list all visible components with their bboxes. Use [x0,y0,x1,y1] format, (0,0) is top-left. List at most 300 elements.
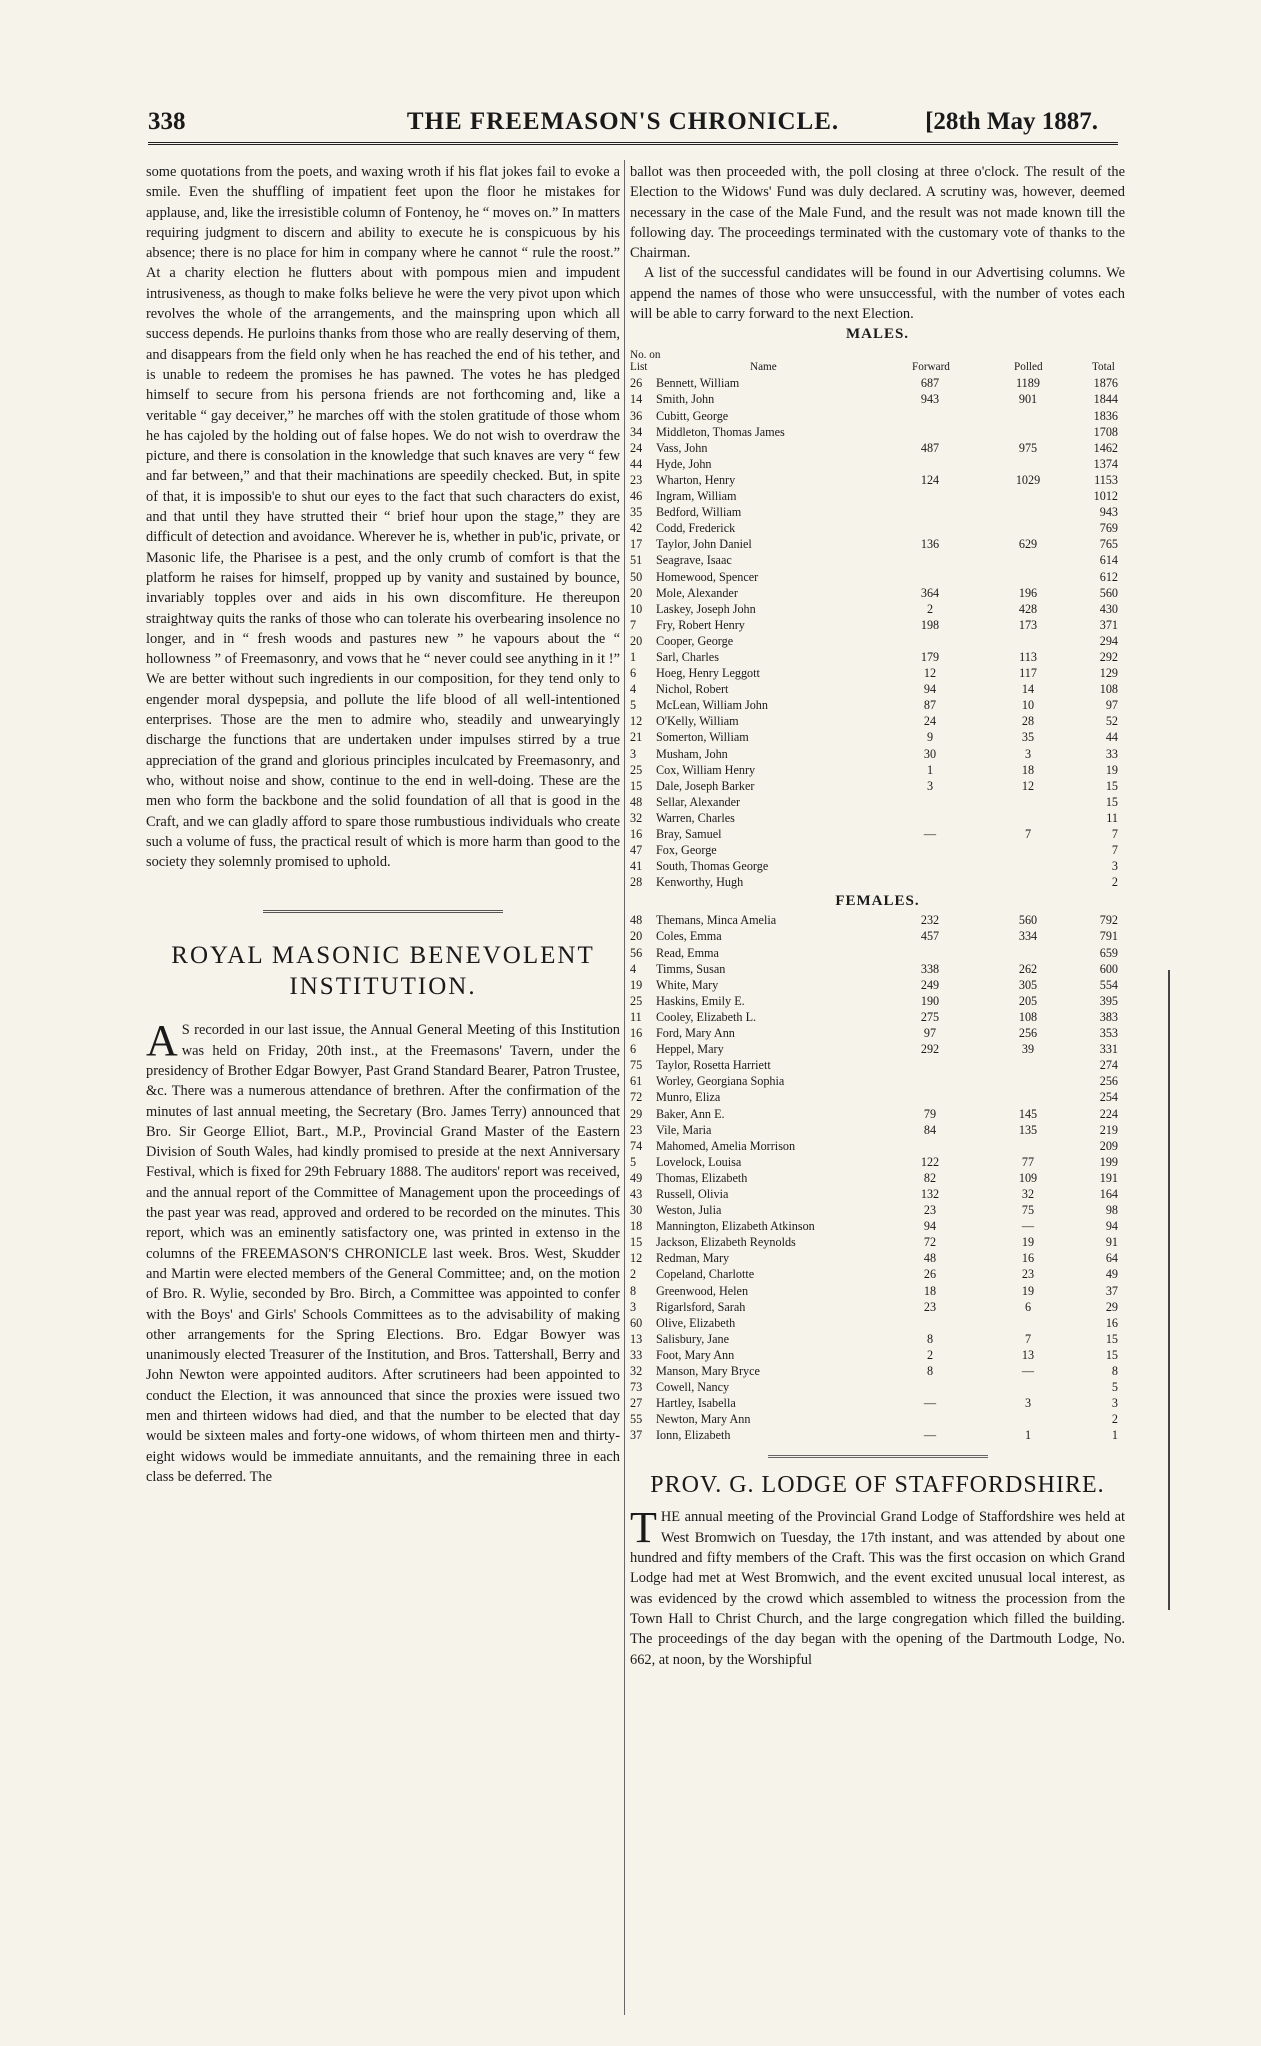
section-separator [263,910,503,914]
candidate-name: Rigarlsford, Sarah [656,1299,746,1314]
table-row [630,993,1125,1009]
forward-votes: 12 [923,666,937,681]
list-number: 46 [630,489,643,504]
candidate-name: Olive, Elizabeth [656,1315,736,1330]
table-row [630,977,1125,993]
list-number: 23 [630,472,643,487]
table-row [630,778,1125,794]
candidate-name: McLean, William John [656,698,768,713]
polled-votes: 77 [1021,1154,1035,1169]
list-number: 74 [630,1138,643,1153]
list-number: 60 [630,1315,643,1330]
list-number: 20 [630,633,643,648]
total-votes: 15 [1105,1347,1118,1362]
table-row [630,1138,1125,1154]
table-row [630,1073,1125,1089]
table-row [630,504,1125,520]
table-row [630,569,1125,585]
total-votes: 765 [1099,537,1118,552]
polled-votes: 75 [1021,1203,1035,1218]
list-number: 73 [630,1380,643,1395]
candidate-name: Ford, Mary Ann [656,1026,735,1041]
polled-votes: 560 [1018,913,1038,928]
forward-votes: 179 [920,649,940,664]
total-votes: 64 [1105,1251,1118,1266]
candidate-name: South, Thomas George [656,859,769,874]
polled-votes: 6 [1024,1299,1032,1314]
table-row [630,1218,1125,1234]
table-row [630,794,1125,810]
list-number: 25 [630,762,643,777]
total-votes: 791 [1099,929,1118,944]
header-polled: Polled [1014,361,1043,374]
list-number: 8 [630,1283,637,1298]
candidate-name: Copeland, Charlotte [656,1267,755,1282]
total-votes: 430 [1099,601,1118,616]
total-votes: 1876 [1093,376,1118,391]
total-votes: 11 [1106,810,1118,825]
margin-line [1168,970,1170,1610]
header-name: Name [750,361,777,374]
polled-votes: 108 [1018,1009,1038,1024]
polled-votes: 262 [1018,961,1038,976]
candidate-name: Sarl, Charles [656,649,719,664]
list-number: 32 [630,810,643,825]
list-number: 56 [630,945,643,960]
total-votes: 659 [1099,945,1118,960]
polled-votes: 10 [1021,698,1035,713]
list-number: 37 [630,1428,643,1443]
column-divider [624,160,625,2015]
list-number: 36 [630,408,643,423]
polled-votes: 14 [1021,682,1035,697]
list-number: 20 [630,585,643,600]
table-row [630,424,1125,440]
candidate-name: Hoeg, Henry Leggott [656,666,760,681]
table-header [630,349,1125,375]
forward-votes: 457 [920,929,940,944]
list-number: 3 [630,1299,637,1314]
header-total: Total [1092,361,1115,374]
table-row [630,810,1125,826]
table-row [630,536,1125,552]
total-votes: 600 [1099,961,1118,976]
forward-votes: 190 [920,993,940,1008]
forward-votes: 249 [920,977,940,992]
polled-votes: — [1021,1364,1035,1378]
page-header [148,108,1098,142]
total-votes: 5 [1111,1380,1118,1395]
list-number: 50 [630,569,643,584]
total-votes: 554 [1099,977,1118,992]
list-number: 42 [630,521,643,536]
candidate-name: Weston, Julia [656,1203,722,1218]
table-row [630,874,1125,890]
list-number: 48 [630,794,643,809]
list-number: 11 [630,1009,642,1024]
article-title-line-1: ROYAL MASONIC BENEVOLENT [171,942,595,970]
table-row [630,729,1125,745]
total-votes: 560 [1099,585,1118,600]
polled-votes: 428 [1018,601,1038,616]
list-number: 44 [630,456,643,471]
table-row [630,1122,1125,1138]
forward-votes: 84 [923,1122,937,1137]
list-number: 6 [630,666,637,681]
candidate-name: Bray, Samuel [656,827,722,841]
left-column [146,162,620,1487]
table-row [630,858,1125,874]
list-number: 15 [630,778,643,793]
candidate-name: Taylor, John Daniel [656,537,752,552]
total-votes: 98 [1105,1203,1118,1218]
candidate-name: Ingram, William [656,489,737,504]
article2-title: PROV. G. LODGE OF STAFFORDSHIRE. [650,1472,1105,1499]
polled-votes: 256 [1018,1026,1038,1041]
candidate-name: Kenworthy, Hugh [656,875,744,890]
forward-votes: 23 [923,1203,937,1218]
list-number: 10 [630,601,643,616]
polled-votes: 145 [1018,1106,1038,1121]
total-votes: 33 [1105,746,1118,761]
total-votes: 612 [1099,569,1118,584]
table-row [630,1106,1125,1122]
list-number: 13 [630,1331,643,1346]
candidate-name: Sellar, Alexander [656,794,741,809]
list-number: 16 [630,827,643,841]
forward-votes: 943 [920,392,940,407]
table-row [630,440,1125,456]
total-votes: 2 [1111,875,1118,890]
candidate-name: Cox, William Henry [656,762,756,777]
list-number: 49 [630,1170,643,1185]
table-row [630,1202,1125,1218]
forward-votes: 8 [926,1364,934,1378]
table-row [630,1411,1125,1427]
header-forward: Forward [912,361,950,374]
polled-votes: 109 [1018,1170,1038,1185]
polled-votes: 1 [1024,1428,1032,1443]
forward-votes: 687 [920,376,940,391]
candidate-name: Vass, John [656,440,708,455]
total-votes: 94 [1105,1219,1118,1234]
list-number: 16 [630,1026,643,1041]
polled-votes: 19 [1021,1283,1035,1298]
table-row [630,1234,1125,1250]
total-votes: 108 [1099,682,1118,697]
list-number: 3 [630,746,637,761]
forward-votes: 18 [923,1283,937,1298]
section-separator-right [768,1455,988,1458]
forward-votes: 3 [926,778,934,793]
total-votes: 29 [1105,1299,1118,1314]
candidate-name: Nichol, Robert [656,682,729,697]
total-votes: 49 [1105,1267,1118,1282]
forward-votes: 94 [923,1219,937,1234]
table-row [630,1331,1125,1347]
candidate-name: Codd, Frederick [656,521,736,536]
table-row [630,488,1125,504]
list-number: 14 [630,392,643,407]
polled-votes: 901 [1018,392,1038,407]
candidate-name: Fox, George [656,843,717,858]
article-title-line-2: INSTITUTION. [289,973,477,1001]
table-row [630,633,1125,649]
candidate-name: Timms, Susan [656,961,726,976]
header-no-on: No. on [630,349,661,362]
candidate-name: Salisbury, Jane [656,1331,729,1346]
forward-votes: 232 [920,913,940,928]
total-votes: 371 [1099,617,1118,632]
candidate-name: White, Mary [656,977,719,992]
total-votes: 2 [1111,1412,1118,1427]
list-number: 21 [630,730,643,745]
total-votes: 331 [1099,1042,1118,1057]
polled-votes: 32 [1021,1186,1035,1201]
article2-body-text: HE annual meeting of the Provincial Grand Lodge of Staffordshire wes held at West Bromwich on Tuesday, the 17th instant, and was attended by about one hundred and fifty members of the Craft. This was the first occasion on which Grand Lodge had met at West Bromwich, and the event excited unusual local interest, as was evidenced by the crowd which assembled to witness the procession from the Town Hall to Christ Church, and the large congregation which filled the building. The proceedings of the day began with the opening of the Dartmouth Lodge, No. 662, at noon, by the Worshipful [630,1509,1125,1668]
intro-paragraph-1: ballot was then proceeded with, the poll closing at three o'clock. The result of the Election to the Widows' Fund was duly declared. A scrutiny was, however, deemed necessary in the case of the Male Fund, and the result was not made known till the following day. The proceedings terminated with the customary vote of thanks to the Chairman. [630,164,1125,262]
total-votes: 91 [1105,1235,1118,1250]
table-row [630,1170,1125,1186]
females-title: FEMALES. [835,893,920,910]
candidate-name: Cooley, Elizabeth L. [656,1009,757,1024]
candidate-name: Jackson, Elizabeth Reynolds [656,1235,796,1250]
table-row [630,681,1125,697]
candidate-name: Manson, Mary Bryce [656,1364,760,1378]
list-number: 15 [630,1235,643,1250]
table-row [630,649,1125,665]
candidate-name: Bennett, William [656,376,740,391]
forward-votes: 198 [920,617,940,632]
total-votes: 256 [1099,1074,1118,1089]
total-votes: 294 [1099,633,1118,648]
forward-votes: — [923,1428,937,1443]
candidate-name: Musham, John [656,746,728,761]
table-row [630,1057,1125,1073]
total-votes: 769 [1099,521,1118,536]
forward-votes: 364 [920,585,940,600]
list-number: 61 [630,1074,643,1089]
table-row [630,1379,1125,1395]
candidate-name: Redman, Mary [656,1251,730,1266]
candidate-name: Munro, Eliza [656,1090,721,1105]
list-number: 2 [630,1267,637,1282]
list-number: 26 [630,376,643,391]
total-votes: 209 [1099,1138,1118,1153]
candidate-name: Bedford, William [656,505,742,520]
list-number: 28 [630,875,643,890]
candidate-name: Somerton, William [656,730,749,745]
polled-votes: 18 [1021,762,1035,777]
list-number: 6 [630,1042,637,1057]
polled-votes: 975 [1018,440,1038,455]
list-number: 29 [630,1106,643,1121]
polled-votes: 12 [1021,778,1035,793]
total-votes: 16 [1105,1315,1118,1330]
table-row [630,1186,1125,1202]
forward-votes: 72 [923,1235,937,1250]
drop-cap: A [146,1016,178,1066]
total-votes: 1462 [1093,440,1118,455]
table-row [630,472,1125,488]
candidate-name: Themans, Minca Amelia [656,913,777,928]
table-row [630,585,1125,601]
essay-paragraph: some quotations from the poets, and waxing wroth if his flat jokes fail to evoke a smile. Even the shuffling of impatient feet upon the floor he mistakes for applause, and, like the irresistible column of Fontenoy, he “ moves on.” In matters requiring judgment to discern and ability to execute he is conspicuous by his absence; there is no place for him in company where he cannot “ rule the roost.” At a charity election he flutters about with pompous mien and impudent intrusiveness, as though to make folks believe he were the very pivot upon which revolves the whole of the arrangements, and the mainspring upon which all success depends. He purloins thanks from those who are really deserving of them, and disappears from the field only when he has reached the end of his tether, and is unable to redeem the promises he has pawned. The votes he has pledged himself to secure from his persona friends are not forthcoming and, like a veritable “ gay deceiver,” he marches off with the stolen gratitude of those whom he has cajoled by the holding out of false hopes. We do not wish to overdraw the picture, and there is consolation in the knowledge that such knaves are very “ few and far between,” and that their machinations are speedily checked. But, in spite of that, it is impossib'e to shut our eyes to the fact that such characters do exist, and that until they have strutted their “ brief hour upon the stage,” they are difficult of detection and avoidance. Wherever he is, whether in pub'ic, private, or Masonic life, the Pharisee is a pest, and the only crumb of comfort is that the platform he raises for himself, propped up by vanity and sustained by bounce, invariably topples over and aids in his own discomfiture. He thereupon straightway quits the ranks of those who can tolerate his overbearing insolence no longer, and in “ fresh woods and pastures new ” he vapours about the “ hollowness ” of Freemasonry, and vows that he “ never could see anything in it !” We are better without such ingredients in our composition, for they tend only to engender moral dyspepsia, and pollute the life blood of all well-intentioned enterprises. Those are the men to admire who, steadily and unwearyingly discharge the functions that are undertaken under impulses stirred by a true appreciation of the grand and glorious principles inculcated by Freemasonry, and who, without noise and show, continue to the end in well-doing. These are the men who form the backbone and the solid foundation of all that is good in the Craft, and we can gladly afford to spare those rumbustious individuals who create such a volume of fuss, the practical result of which is more harm than good to the society they solemnly promised to uphold. [146,164,620,871]
total-votes: 15 [1105,1331,1118,1346]
candidate-name: Laskey, Joseph John [656,601,756,616]
forward-votes: 122 [920,1154,940,1169]
list-number: 27 [630,1396,643,1411]
list-number: 25 [630,993,643,1008]
total-votes: 1836 [1093,408,1118,423]
table-row [630,961,1125,977]
forward-votes: 48 [923,1251,937,1266]
polled-votes: 3 [1024,746,1032,761]
candidate-name: Cubitt, George [656,408,729,423]
list-number: 47 [630,843,643,858]
polled-votes: 305 [1018,977,1038,992]
forward-votes: 2 [926,1347,934,1362]
header-rule [148,142,1118,145]
total-votes: 943 [1099,505,1118,520]
forward-votes: 30 [923,746,937,761]
polled-votes: 205 [1018,993,1038,1008]
total-votes: 792 [1099,913,1118,928]
forward-votes: 136 [920,537,940,552]
polled-votes: 196 [1018,585,1038,600]
forward-votes: 2 [926,601,934,616]
polled-votes: 28 [1021,714,1035,729]
table-row [630,1250,1125,1266]
total-votes: 15 [1105,794,1118,809]
candidate-name: Greenwood, Helen [656,1283,749,1298]
polled-votes: 13 [1021,1347,1035,1362]
candidate-name: Mannington, Elizabeth Atkinson [656,1219,815,1234]
table-row [630,617,1125,633]
table-row [630,697,1125,713]
table-row [630,928,1125,944]
total-votes: 3 [1111,859,1118,874]
polled-votes: 1189 [1016,376,1040,391]
list-number: 48 [630,913,643,928]
table-row [630,665,1125,681]
forward-votes: — [923,827,937,841]
candidate-name: Ionn, Elizabeth [656,1428,731,1443]
list-number: 4 [630,682,637,697]
list-number: 35 [630,505,643,520]
females-table [630,912,1125,1443]
total-votes: 224 [1099,1106,1118,1121]
candidate-name: Lovelock, Louisa [656,1154,742,1169]
table-row [630,1299,1125,1315]
total-votes: 1153 [1094,472,1118,487]
polled-votes: 629 [1018,537,1038,552]
males-table [630,375,1125,890]
polled-votes: 7 [1024,827,1032,841]
list-number: 4 [630,961,637,976]
page-number: 338 [148,108,186,135]
forward-votes: — [923,1396,937,1411]
candidate-name: Mole, Alexander [656,585,738,600]
candidate-name: Foot, Mary Ann [656,1347,735,1362]
polled-votes: 23 [1021,1267,1035,1282]
polled-votes: 135 [1018,1122,1038,1137]
table-row [630,375,1125,391]
drop-cap-2: T [630,1503,657,1553]
candidate-name: Dale, Joseph Barker [656,778,755,793]
list-number: 24 [630,440,643,455]
polled-votes: 35 [1021,730,1035,745]
total-votes: 614 [1099,553,1118,568]
forward-votes: 26 [923,1267,937,1282]
list-number: 23 [630,1122,643,1137]
males-title: MALES. [845,326,910,343]
right-column [630,162,1125,1670]
forward-votes: 87 [923,698,937,713]
total-votes: 44 [1105,730,1118,745]
table-row [630,391,1125,407]
table-row [630,746,1125,762]
total-votes: 1012 [1093,489,1118,504]
table-row [630,842,1125,858]
polled-votes: 39 [1021,1042,1035,1057]
intro-paragraph-2: A list of the successful candidates will be found in our Advertising columns. We append the names of those who were unsuccessful, with the number of votes each will be able to carry forward to the next Election. [630,265,1125,323]
candidate-name: Wharton, Henry [656,472,736,487]
total-votes: 353 [1099,1026,1118,1041]
total-votes: 164 [1099,1186,1118,1201]
list-number: 19 [630,977,643,992]
total-votes: 19 [1105,762,1118,777]
table-row [630,552,1125,568]
issue-date: [28th May 1887. [925,108,1098,135]
table-row [630,1025,1125,1041]
forward-votes: 79 [923,1106,937,1121]
table-row [630,1427,1125,1443]
total-votes: 219 [1099,1122,1118,1137]
forward-votes: 23 [923,1299,937,1314]
list-number: 41 [630,859,643,874]
list-number: 33 [630,1347,643,1362]
candidate-name: O'Kelly, William [656,714,739,729]
list-number: 20 [630,929,643,944]
article-body [146,1016,620,1487]
candidate-name: Vile, Maria [656,1122,712,1137]
list-number: 17 [630,537,643,552]
polled-votes: 1029 [1015,472,1041,487]
candidate-name: Read, Emma [656,945,719,960]
polled-votes: 334 [1018,929,1038,944]
polled-votes: 19 [1021,1235,1035,1250]
polled-votes: 3 [1024,1396,1032,1411]
candidate-name: Newton, Mary Ann [656,1412,751,1427]
table-row [630,520,1125,536]
list-number: 30 [630,1203,643,1218]
list-number: 7 [630,617,637,632]
list-number: 72 [630,1090,643,1105]
candidate-name: Cowell, Nancy [656,1380,730,1395]
candidate-name: Middleton, Thomas James [656,424,785,439]
total-votes: 15 [1105,778,1118,793]
table-row [630,912,1125,928]
total-votes: 1708 [1093,424,1118,439]
forward-votes: 275 [920,1009,940,1024]
total-votes: 8 [1111,1364,1118,1378]
candidate-name: Seagrave, Isaac [656,553,732,568]
forward-votes: 338 [920,961,940,976]
table-row [630,826,1125,842]
forward-votes: 9 [926,730,934,745]
total-votes: 1844 [1093,392,1118,407]
